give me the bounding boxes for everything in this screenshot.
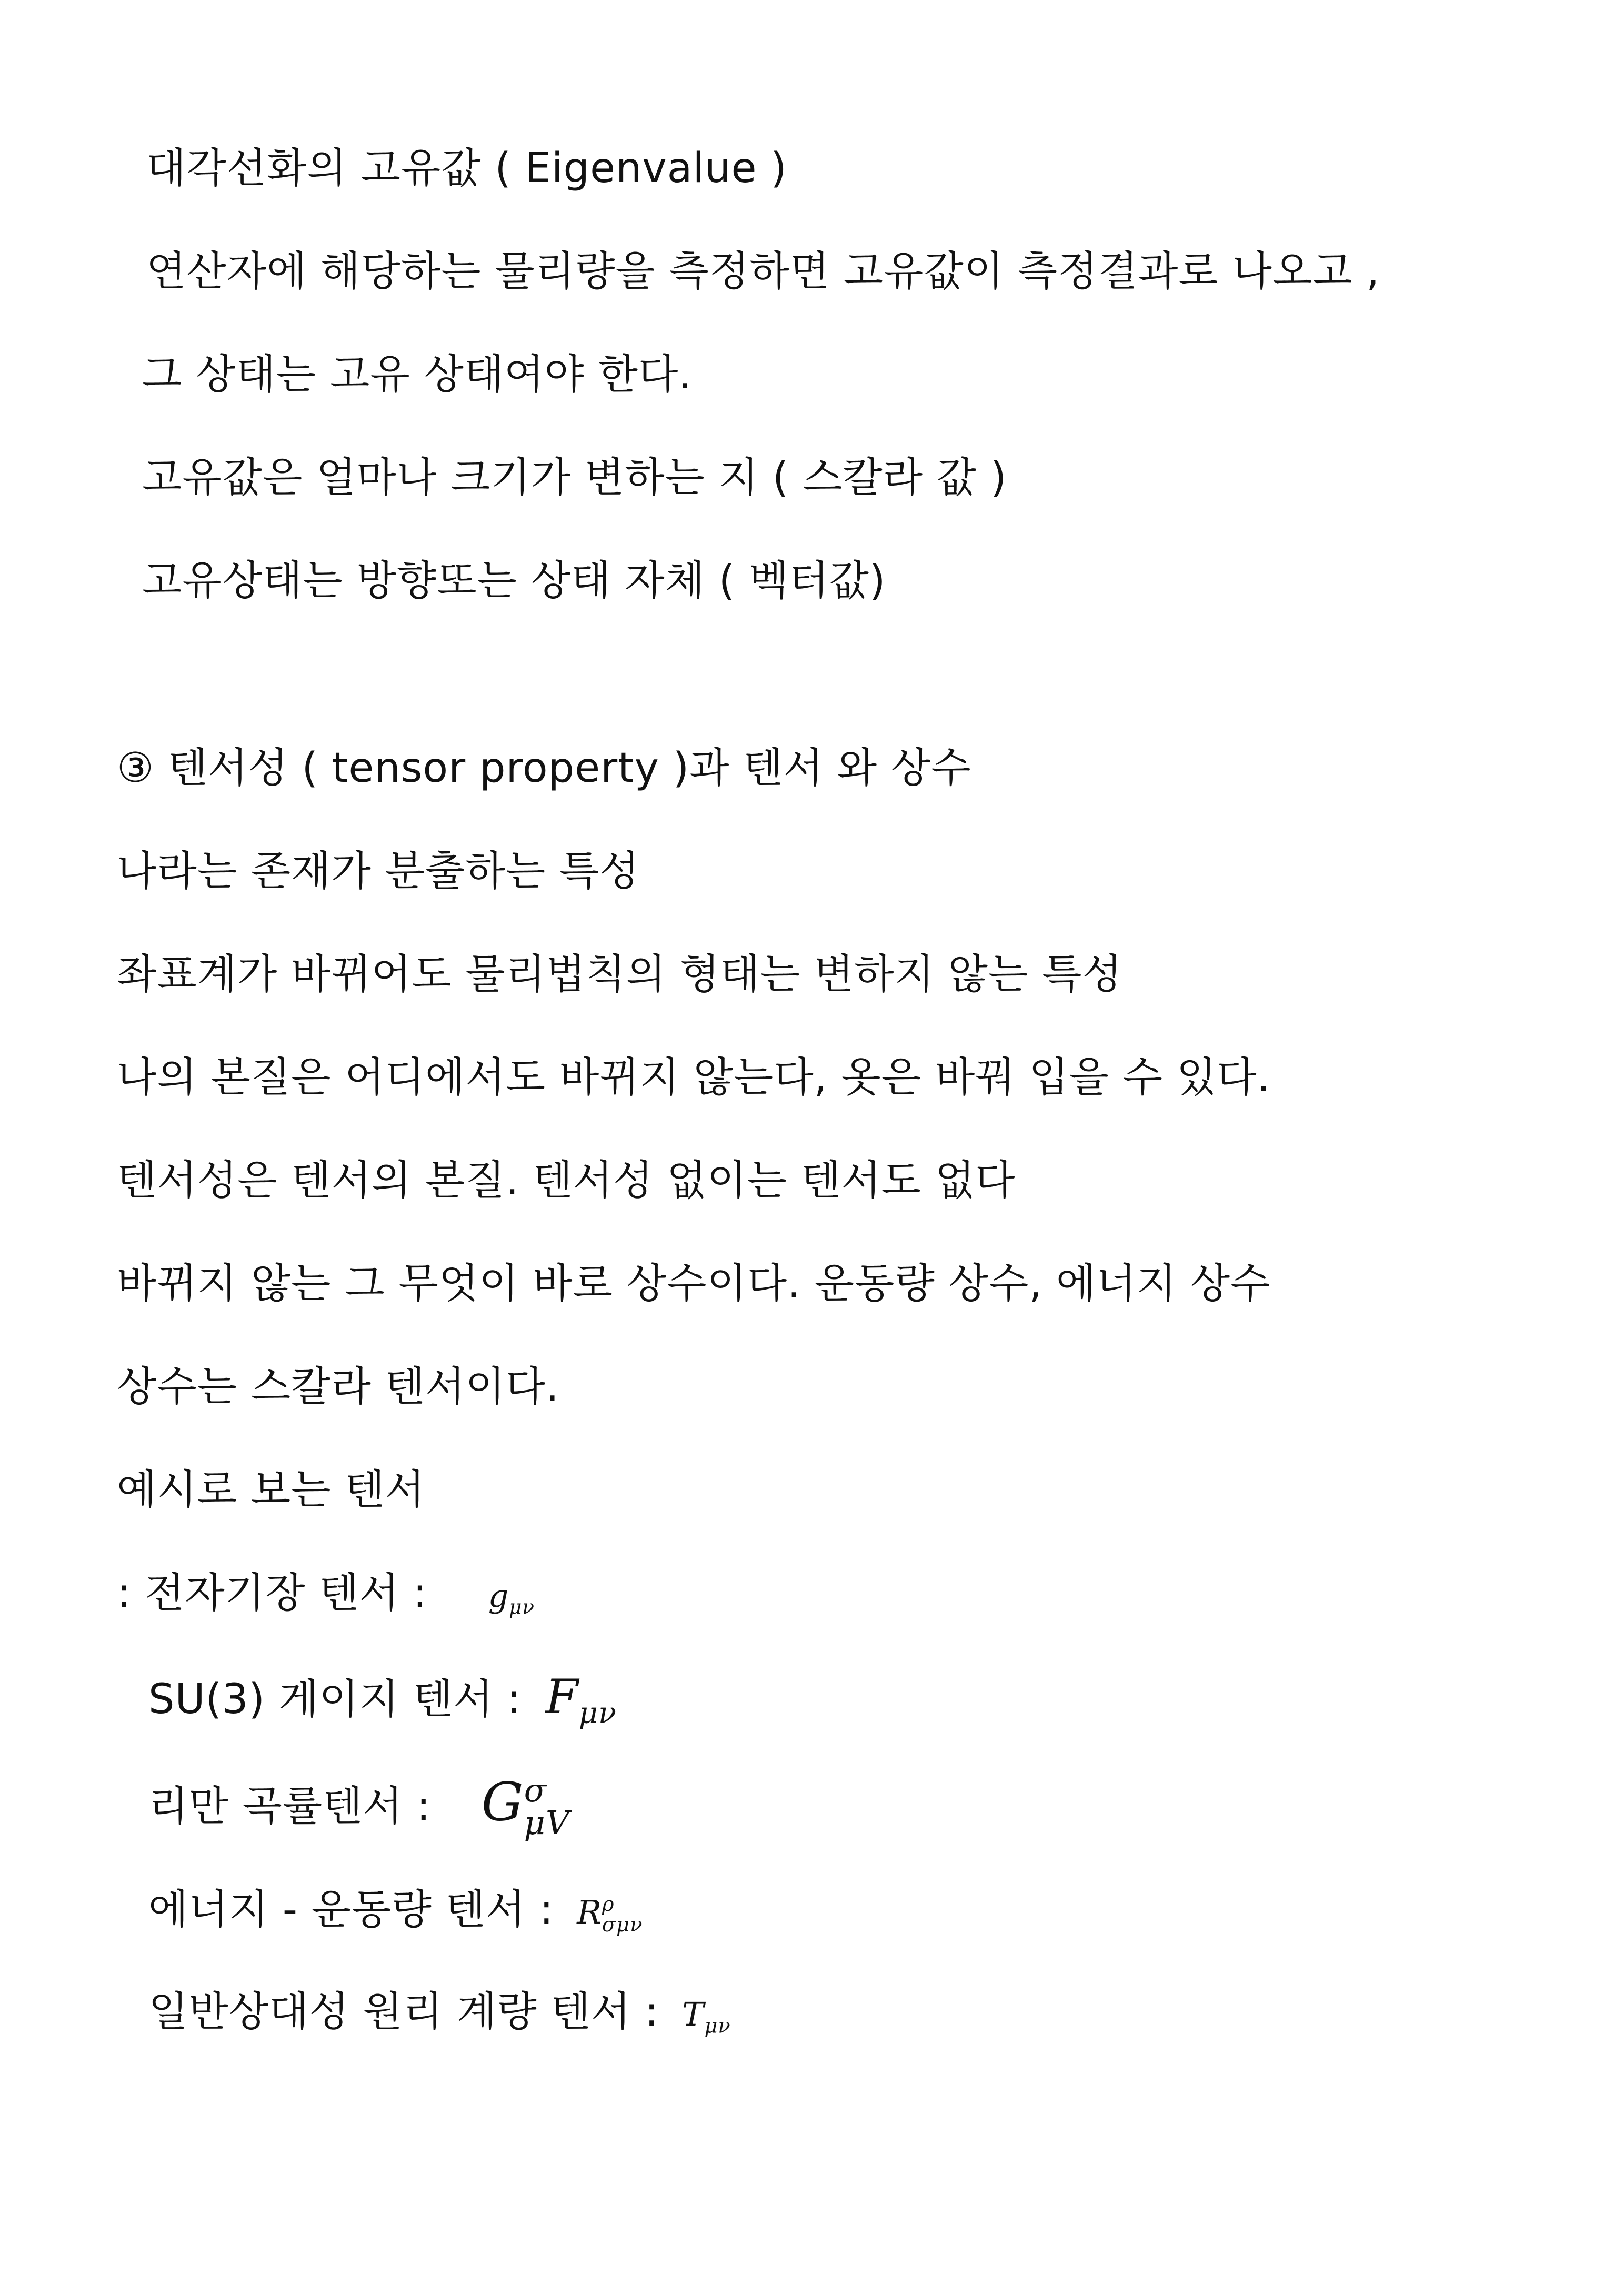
text-line-measurement: 연산자에 해당하는 물리량을 측정하면 고유값이 측정결과로 나오고 ,: [146, 248, 1380, 295]
text-line-tensor-essence: 텐서성은 텐서의 본질. 텐서성 없이는 텐서도 없다: [117, 1157, 1016, 1204]
text-line-coordinates: 좌표계가 바뀌어도 물리법칙의 형태는 변하지 않는 특성: [117, 951, 1122, 998]
tensor-label: 리만 곡률텐서 :: [148, 1783, 431, 1830]
tensor-example-metric: [148, 1986, 731, 2041]
tensor-symbol: $T_{\mu\nu}$: [682, 1995, 731, 2038]
tensor-label: 일반상대성 원리 계량 텐서 :: [148, 1988, 659, 2036]
text-line-eigenvalue-heading: 대각선화의 고유값 ( Eigenvalue ): [146, 145, 787, 192]
tensor-label: SU(3) 게이지 텐서 :: [148, 1676, 522, 1723]
tensor-example-su3-gauge: [148, 1669, 617, 1730]
tensor-symbol: G σ μV: [481, 1771, 570, 1842]
tensor-symbol: $F_{\mu\nu}$: [545, 1669, 617, 1730]
tensor-example-electromagnetic: [117, 1567, 535, 1623]
text-line-existence: 나라는 존재가 분출하는 특성: [117, 848, 640, 895]
text-line-eigenstate: 그 상태는 고유 상태여야 한다.: [142, 351, 693, 398]
tensor-symbol: R ρ σμν: [577, 1892, 643, 1937]
tensor-label: : 전자기장 텐서 :: [117, 1569, 428, 1617]
text-line-constant: 바뀌지 않는 그 무엇이 바로 상수이다. 운동량 상수, 에너지 상수: [117, 1260, 1271, 1307]
section-heading-tensor-property: ③ 텐서성 ( tensor property )과 텐서 와 상수: [117, 744, 971, 792]
tensor-example-riemann: [148, 1771, 570, 1842]
tensor-label: 에너지 - 운동량 텐서 :: [148, 1886, 554, 1934]
text-line-examples: 예시로 보는 텐서: [117, 1466, 426, 1514]
text-line-scalar-tensor: 상수는 스칼라 텐서이다.: [117, 1363, 559, 1411]
tensor-symbol: $g_{\mu\nu}$: [488, 1578, 535, 1618]
text-line-essence: 나의 본질은 어디에서도 바뀌지 않는다, 옷은 바꿔 입을 수 있다.: [117, 1054, 1271, 1101]
text-line-eigenstate-vector: 고유상태는 방향또는 상태 자체 ( 벡터값): [142, 557, 886, 605]
text-line-eigenvalue-scalar: 고유값은 얼마나 크기가 변하는 지 ( 스칼라 값 ): [142, 454, 1007, 501]
tensor-example-energy-momentum: [148, 1884, 643, 1939]
